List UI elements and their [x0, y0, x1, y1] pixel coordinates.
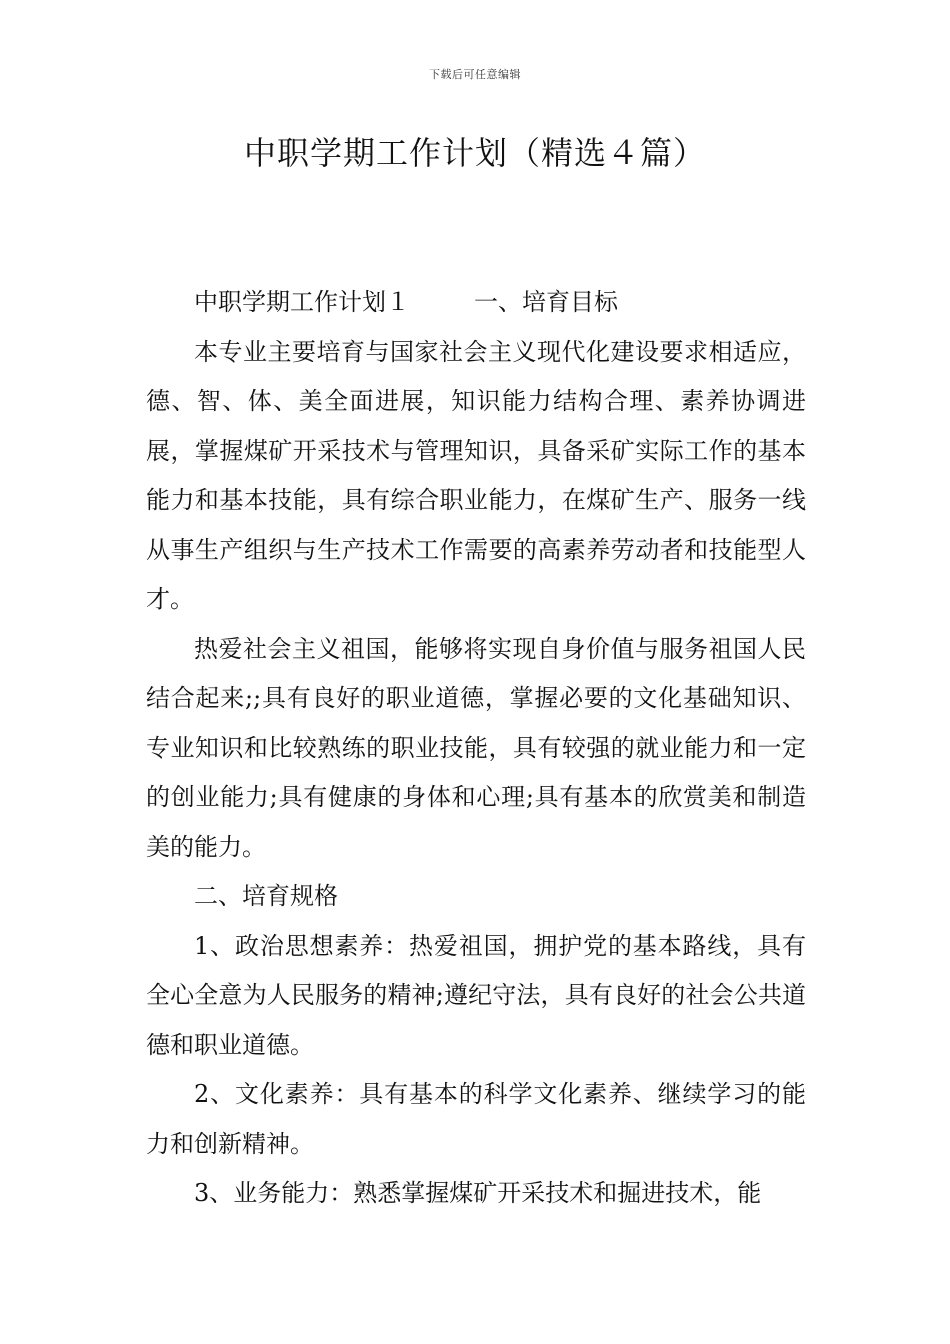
section-heading-specifications: 二、培育规格	[194, 882, 338, 910]
document-title: 中职学期工作计划（精选４篇）	[243, 134, 706, 172]
paragraph-goal-values: 热爱社会主义祖国，能够将实现自身价值与服务祖国人民结合起来;;具有良好的职业道德，掌握必要的文化基础知识、专业知识和比较熟练的职业技能，具有较强的就业能力和一定的创业能力;具有健康的身体和心理;具有基本的欣赏美和制造美的能力。	[146, 634, 806, 861]
paragraph-goal-description: 本专业主要培育与国家社会主义现代化建设要求相适应，德、智、体、美全面进展，知识能力结构合理、素养协调进展，掌握煤矿开采技术与管理知识，具备采矿实际工作的基本能力和基本技能，具有综合职业能力，在煤矿生产、服务一线从事生产组织与生产技术工作需要的高素养劳动者和技能型人才。	[146, 337, 806, 613]
page-header-note: 下载后可任意编辑	[429, 68, 521, 81]
paragraph-professional-ability: 3、业务能力：熟悉掌握煤矿开采技术和掘进技术，能	[194, 1179, 762, 1207]
intro-line	[146, 278, 806, 328]
section-heading-goals: 一、培育目标	[474, 288, 618, 316]
paragraph-political-quality: 1、政治思想素养：热爱祖国，拥护党的基本路线，具有全心全意为人民服务的精神;遵纪守法，具有良好的社会公共道德和职业道德。	[146, 931, 806, 1059]
paragraph-cultural-quality: 2、文化素养：具有基本的科学文化素养、继续学习的能力和创新精神。	[146, 1080, 806, 1158]
plan-label: 中职学期工作计划１	[194, 288, 410, 316]
document-body	[146, 278, 806, 1219]
